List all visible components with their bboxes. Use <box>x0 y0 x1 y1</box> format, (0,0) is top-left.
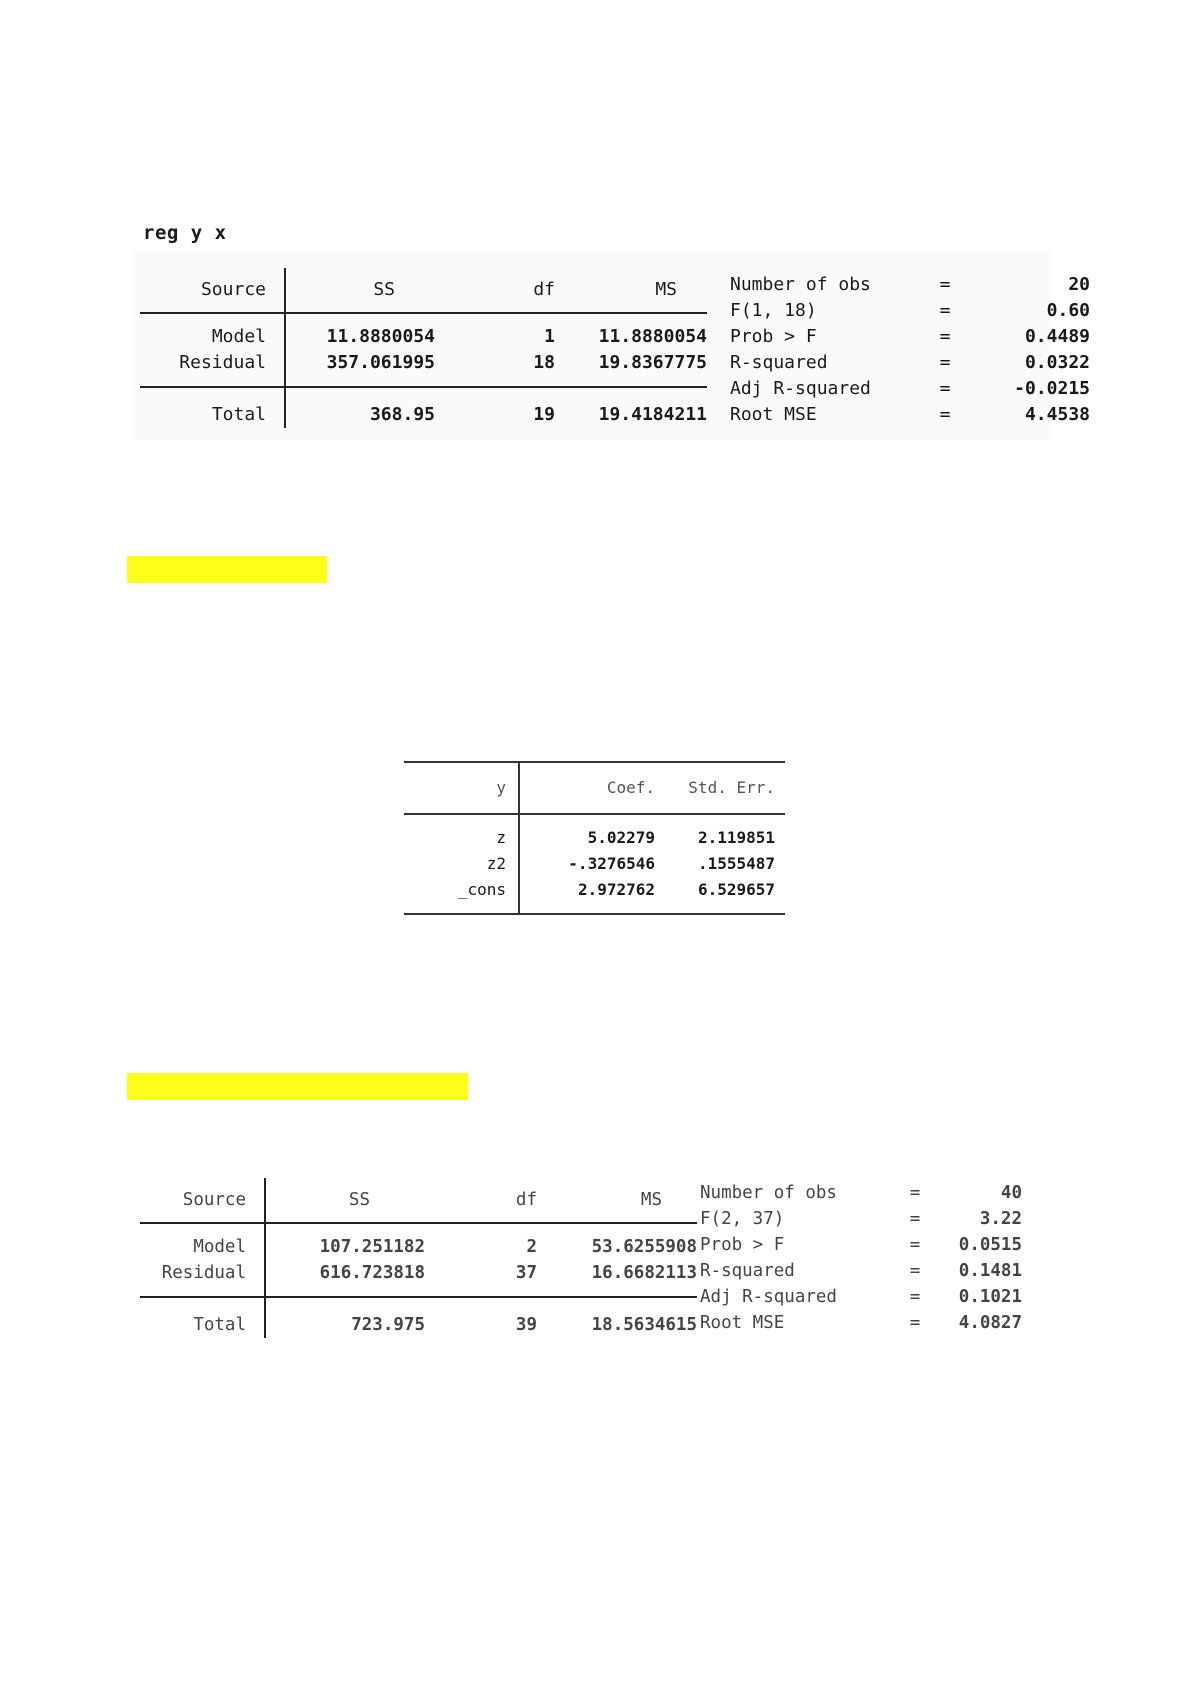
stat-label: F(2, 37) <box>700 1209 785 1229</box>
stat-row <box>700 1284 1022 1310</box>
stat-row <box>730 402 1090 428</box>
stat-label: Number of obs <box>730 274 871 295</box>
stat-equals: = <box>939 378 951 399</box>
std-err-value: 6.529657 <box>697 880 775 899</box>
stat-value: 0.1481 <box>958 1261 1022 1281</box>
coef-value: 5.02279 <box>587 828 655 847</box>
stat-row <box>700 1310 1022 1336</box>
total-ss: 368.95 <box>285 387 435 428</box>
stat-value: 0.0515 <box>958 1235 1022 1255</box>
row-df: 2 <box>526 1237 537 1257</box>
stat-value: 4.0827 <box>958 1313 1022 1333</box>
coef-var: _cons <box>404 877 519 903</box>
stat-label: Root MSE <box>730 404 817 425</box>
row-ms: 19.8367775 <box>598 352 707 373</box>
table-row <box>140 1260 697 1286</box>
total-ms: 18.5634615 <box>549 1297 697 1338</box>
stat-row <box>700 1258 1022 1284</box>
row-ss: 107.251182 <box>319 1237 425 1257</box>
stat-row <box>730 350 1090 376</box>
header-ms: MS <box>549 1178 697 1223</box>
row-source: Residual <box>140 1260 265 1286</box>
stat-value: -0.0215 <box>1014 378 1090 399</box>
table-row <box>404 851 785 877</box>
stats-table-2 <box>700 1180 1022 1336</box>
stat-equals: = <box>909 1183 921 1203</box>
coef-value: -.3276546 <box>568 854 655 873</box>
stat-equals: = <box>939 352 951 373</box>
coef-var: z2 <box>404 851 519 877</box>
total-ms: 19.4184211 <box>555 387 707 428</box>
stat-row <box>700 1206 1022 1232</box>
row-ms: 11.8880054 <box>598 326 707 347</box>
stat-label: Adj R-squared <box>730 378 871 399</box>
row-ms: 53.6255908 <box>591 1237 697 1257</box>
stat-value: 0.4489 <box>1024 326 1090 347</box>
stat-value: 0.60 <box>1046 300 1090 321</box>
stat-equals: = <box>909 1287 921 1307</box>
total-df: 39 <box>425 1297 549 1338</box>
highlighter-mark-2 <box>127 1073 468 1100</box>
stat-row <box>730 272 1090 298</box>
header-source: Source <box>140 268 285 313</box>
table-row <box>140 1234 697 1260</box>
stat-value: 40 <box>1000 1183 1022 1203</box>
total-df: 19 <box>435 387 555 428</box>
header-ss: SS <box>265 1178 425 1223</box>
stat-equals: = <box>939 326 951 347</box>
header-ms: MS <box>555 268 707 313</box>
stat-row <box>730 298 1090 324</box>
stat-label: Prob > F <box>730 326 817 347</box>
stat-row <box>730 376 1090 402</box>
coef-header-row <box>404 762 785 814</box>
stat-value: 0.0322 <box>1024 352 1090 373</box>
stat-label: R-squared <box>730 352 828 373</box>
row-df: 37 <box>515 1263 537 1283</box>
header-dependent-var: y <box>404 762 519 814</box>
header-source: Source <box>140 1178 265 1223</box>
std-err-value: .1555487 <box>697 854 775 873</box>
command-line: reg y x <box>143 222 227 244</box>
row-source: Model <box>140 1234 265 1260</box>
row-source: Residual <box>140 350 285 376</box>
stat-label: R-squared <box>700 1261 795 1281</box>
stat-equals: = <box>939 404 951 425</box>
header-df: df <box>435 268 555 313</box>
stat-equals: = <box>909 1235 921 1255</box>
coef-var: z <box>404 825 519 851</box>
row-df: 18 <box>533 352 555 373</box>
coef-value: 2.972762 <box>577 880 655 899</box>
stat-equals: = <box>909 1313 921 1333</box>
anova-header-row <box>140 1178 697 1223</box>
anova-header-row <box>140 268 707 313</box>
stat-row <box>700 1180 1022 1206</box>
anova-table-1 <box>140 268 707 428</box>
row-source: Model <box>140 324 285 350</box>
stat-row <box>730 324 1090 350</box>
stat-value: 4.4538 <box>1024 404 1090 425</box>
table-row <box>404 877 785 903</box>
row-ss: 357.061995 <box>326 352 435 373</box>
std-err-value: 2.119851 <box>697 828 775 847</box>
header-std-err: Std. Err. <box>655 762 785 814</box>
anova-table-2 <box>140 1178 697 1338</box>
stats-table-1 <box>730 272 1090 428</box>
stat-value: 3.22 <box>979 1209 1022 1229</box>
stat-equals: = <box>939 274 951 295</box>
stat-value: 0.1021 <box>958 1287 1022 1307</box>
row-df: 1 <box>544 326 555 347</box>
table-row <box>140 324 707 350</box>
stat-row <box>700 1232 1022 1258</box>
stat-label: F(1, 18) <box>730 300 817 321</box>
row-ms: 16.6682113 <box>591 1263 697 1283</box>
row-ss: 616.723818 <box>319 1263 425 1283</box>
coefficient-table <box>404 761 785 915</box>
header-df: df <box>425 1178 549 1223</box>
table-row <box>404 825 785 851</box>
header-coef: Coef. <box>519 762 655 814</box>
total-row <box>140 1297 697 1338</box>
stat-label: Adj R-squared <box>700 1287 837 1307</box>
stat-value: 20 <box>1068 274 1090 295</box>
table-row <box>140 350 707 376</box>
stat-label: Root MSE <box>700 1313 785 1333</box>
total-source: Total <box>140 1297 265 1338</box>
stat-equals: = <box>909 1209 921 1229</box>
highlighter-mark-1 <box>127 556 327 583</box>
row-ss: 11.8880054 <box>326 326 435 347</box>
stat-label: Prob > F <box>700 1235 785 1255</box>
header-ss: SS <box>285 268 435 313</box>
total-ss: 723.975 <box>265 1297 425 1338</box>
stat-label: Number of obs <box>700 1183 837 1203</box>
stat-equals: = <box>939 300 951 321</box>
total-source: Total <box>140 387 285 428</box>
stat-equals: = <box>909 1261 921 1281</box>
total-row <box>140 387 707 428</box>
